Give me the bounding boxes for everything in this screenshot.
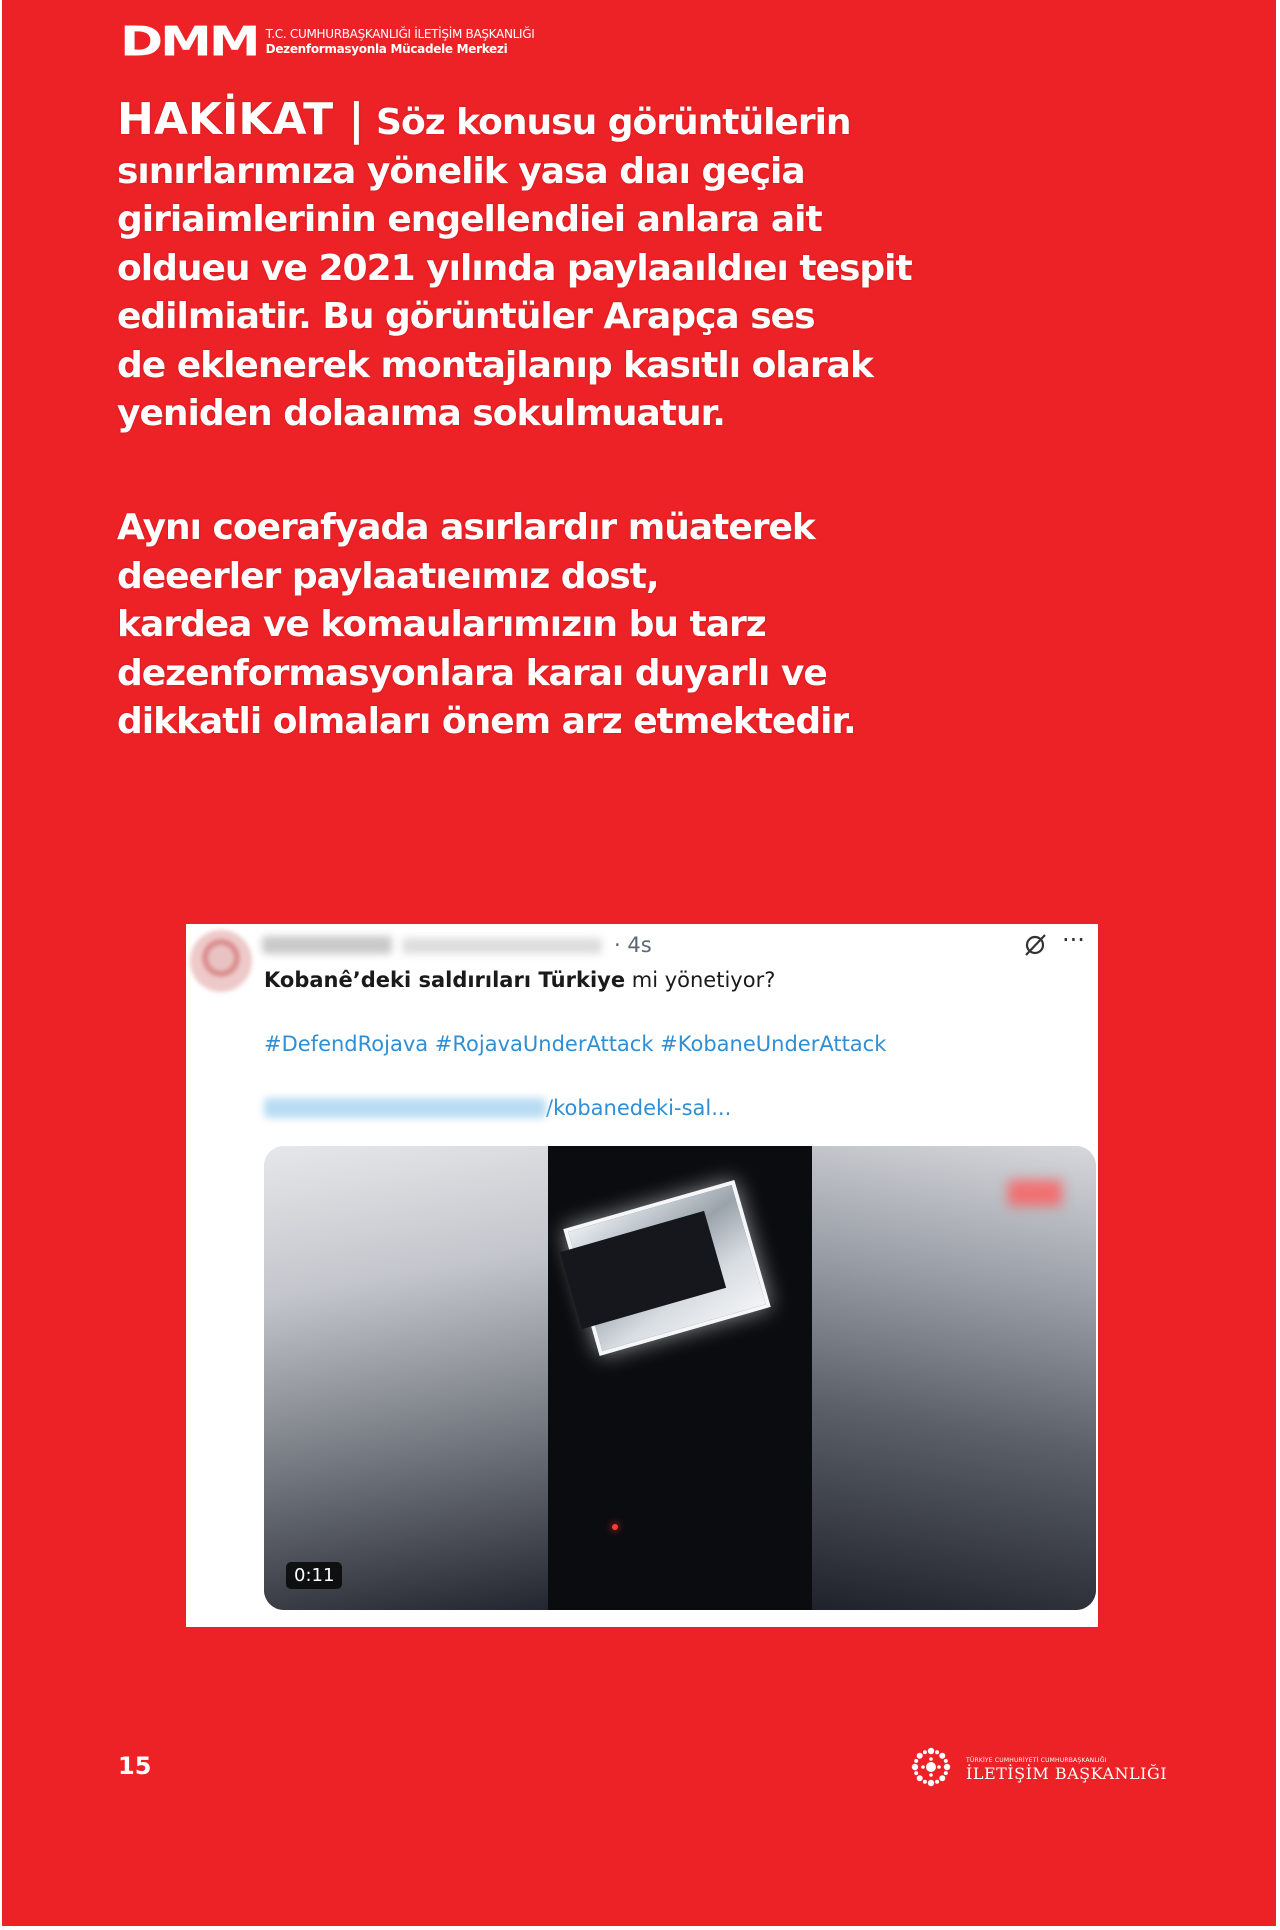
paragraph-line: de eklenerek montajlanıp kasıtlı olarak bbox=[117, 344, 873, 386]
paragraph-line-text: Söz konusu görüntülerin bbox=[376, 102, 851, 143]
fact-paragraph bbox=[117, 96, 912, 439]
paragraph-line: oldueu ve 2021 yılında paylaaıldıeı tespit bbox=[117, 247, 912, 289]
iletisim-small-text: TÜRKİYE CUMHURİYETİ CUMHURBAŞKANLIĞI bbox=[966, 1757, 1107, 1764]
dmm-logo bbox=[120, 20, 535, 64]
logo-mark: DMM bbox=[120, 18, 258, 66]
video-side-panel bbox=[812, 1146, 1096, 1610]
blurred-username bbox=[262, 936, 392, 954]
paragraph-line: sınırlarımıza yönelik yasa dıaı geçia bbox=[117, 150, 805, 192]
page-number: 15 bbox=[118, 1752, 152, 1780]
blurred-watermark bbox=[1008, 1180, 1062, 1206]
org-line2: Dezenformasyonla Mücadele Merkezi bbox=[265, 42, 508, 56]
video-light-dot bbox=[612, 1524, 618, 1530]
org-line1: T.C. CUMHURBAŞKANLIĞI İLETİŞİM BAŞKANLIĞI bbox=[265, 27, 535, 41]
tweet-text-bold: Kobanê’deki saldırıları Türkiye bbox=[264, 968, 626, 992]
more-icon[interactable]: ··· bbox=[1062, 926, 1085, 954]
video-player[interactable] bbox=[264, 1146, 1096, 1610]
paragraph-line: Aynı coerafyada asırlardır müaterek bbox=[117, 507, 815, 548]
paragraph-line bbox=[117, 96, 912, 148]
paragraph-line: giriaimlerinin engellendiei anlara ait bbox=[117, 199, 822, 240]
paragraph-line: kardea ve komaularımızın bu tarz bbox=[117, 604, 766, 645]
tweet-screenshot bbox=[186, 924, 1098, 1627]
video-side-panel bbox=[264, 1146, 548, 1610]
paragraph-line: edilmiatir. Bu görüntüler Arapça ses bbox=[117, 296, 815, 337]
tweet-text bbox=[264, 968, 775, 992]
tweet-hashtags[interactable]: #DefendRojava #RojavaUnderAttack #KobaneUnderAttack bbox=[264, 1032, 887, 1056]
blurred-handle bbox=[402, 938, 602, 954]
tweet-link[interactable] bbox=[264, 1096, 731, 1120]
video-duration: 0:11 bbox=[286, 1562, 342, 1589]
video-frame bbox=[548, 1146, 812, 1610]
logo-org-text bbox=[266, 27, 535, 57]
rosette-icon bbox=[906, 1742, 956, 1792]
iletisim-text bbox=[966, 1754, 1168, 1783]
grok-icon[interactable] bbox=[1022, 932, 1048, 964]
document-page bbox=[2, 0, 1276, 1926]
iletisim-big-text: İLETİŞİM BAŞKANLIĞI bbox=[966, 1764, 1168, 1783]
tweet-text-rest: mi yönetiyor? bbox=[625, 968, 776, 992]
link-path: /kobanedeki-sal... bbox=[546, 1096, 732, 1120]
advice-paragraph bbox=[117, 504, 856, 747]
blurred-link-domain bbox=[264, 1098, 546, 1118]
tweet-time: · 4s bbox=[614, 933, 652, 957]
iletisim-logo bbox=[906, 1742, 1167, 1792]
paragraph-line: yeniden dolaaıma sokulmuatur. bbox=[117, 393, 725, 434]
heading-hakikat: HAKİKAT | bbox=[117, 94, 365, 145]
avatar bbox=[190, 930, 252, 992]
paragraph-line: dikkatli olmaları önem arz etmektedir. bbox=[117, 701, 856, 742]
paragraph-line: dezenformasyonlara karaı duyarlı ve bbox=[117, 652, 827, 694]
paragraph-line: deeerler paylaatıeımız dost, bbox=[117, 555, 659, 597]
